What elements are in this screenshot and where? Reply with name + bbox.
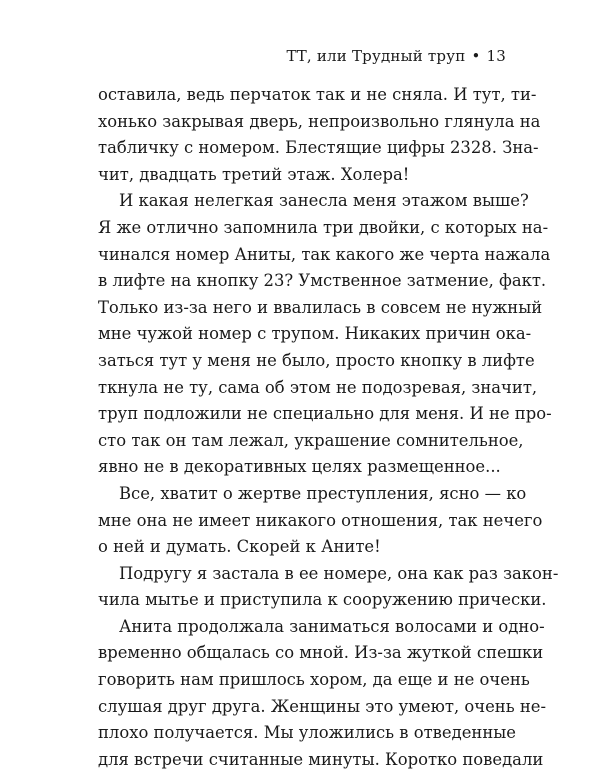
text-line: чинался номер Аниты, так какого же черта нажала xyxy=(98,244,551,264)
text-line: И какая нелегкая занесла меня этажом выше? xyxy=(119,191,529,211)
text-line: явно не в декоративных целях размещенное... xyxy=(98,457,501,477)
running-header xyxy=(287,47,507,65)
page-body xyxy=(98,82,559,773)
text-line: в лифте на кнопку 23? Умственное затмение, факт. xyxy=(98,271,547,291)
text-line: плохо получается. Мы уложились в отведенные xyxy=(98,723,516,743)
text-line: заться тут у меня не было, просто кнопку в лифте xyxy=(98,350,535,370)
page-number: 13 xyxy=(486,47,506,65)
text-line: чит, двадцать третий этаж. Холера! xyxy=(98,164,410,184)
text-line: табличку с номером. Блестящие цифры 2328. Зна- xyxy=(98,138,539,158)
text-line: мне чужой номер с трупом. Никаких причин ока- xyxy=(98,324,532,344)
text-line: говорить нам пришлось хором, да еще и не очень xyxy=(98,670,530,690)
text-line: мне она не имеет никакого отношения, так нечего xyxy=(98,510,543,530)
text-line: оставила, ведь перчаток так и не сняла. И тут, ти- xyxy=(98,85,537,104)
text-line: для встречи считанные минуты. Коротко поведали xyxy=(98,749,544,769)
text-line: Анита продолжала заниматься волосами и одно- xyxy=(119,616,545,636)
text-line: Я же отлично запомнила три двойки, с которых на- xyxy=(98,217,549,237)
text-line: о ней и думать. Скорей к Аните! xyxy=(98,537,381,557)
text-line: временно общалась со мной. Из-за жуткой спешки xyxy=(98,643,544,663)
text-line: Только из-за него и ввалилась в совсем не нужный xyxy=(98,297,543,317)
text-line: Все, хватит о жертве преступления, ясно — ко xyxy=(119,483,527,503)
text-line: хонько закрывая дверь, непроизвольно глянула на xyxy=(98,111,541,131)
text-line: ткнула не ту, сама об этом не подозревая, значит, xyxy=(98,377,538,397)
text-line: чила мытье и приступила к сооружению прически. xyxy=(98,590,547,610)
text-line: Подругу я застала в ее номере, она как раз закон- xyxy=(119,563,559,583)
text-line: слушая друг друга. Женщины это умеют, очень не- xyxy=(98,696,547,716)
running-title: ТТ, или Трудный труп xyxy=(286,47,466,65)
text-line: труп подложили не специально для меня. И не про- xyxy=(98,404,552,424)
text-line: сто так он там лежал, украшение сомнительное, xyxy=(98,430,524,450)
header-separator: • xyxy=(471,47,481,65)
